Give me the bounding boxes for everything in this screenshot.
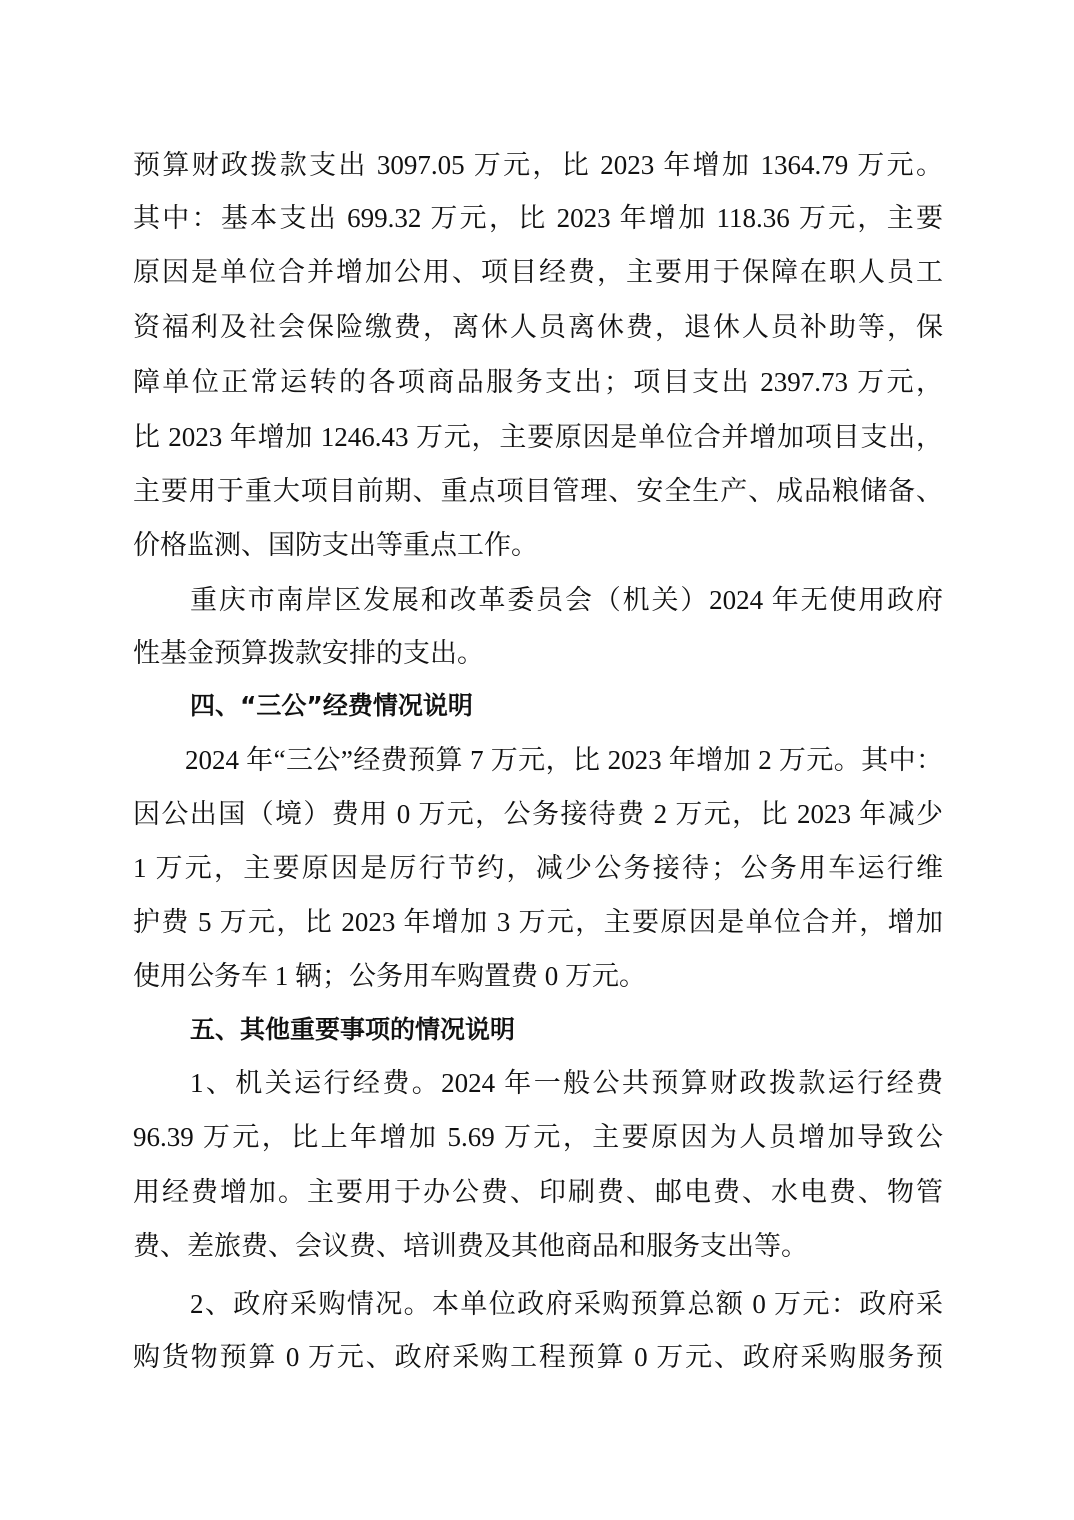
body-text-line: 障单位正常运转的各项商品服务支出；项目支出 2397.73 万元，: [133, 367, 943, 397]
body-text-line: 资福利及社会保险缴费，离休人员离休费，退休人员补助等，保: [133, 312, 943, 342]
body-text-line: 原因是单位合并增加公用、项目经费，主要用于保障在职人员工: [133, 257, 943, 287]
body-text-line: 购货物预算 0 万元、政府采购工程预算 0 万元、政府采购服务预: [133, 1342, 943, 1372]
body-text-line: 因公出国（境）费用 0 万元，公务接待费 2 万元，比 2023 年减少: [133, 799, 943, 829]
body-text-line: 比 2023 年增加 1246.43 万元，主要原因是单位合并增加项目支出，: [133, 422, 943, 452]
body-text-line: 费、差旅费、会议费、培训费及其他商品和服务支出等。: [133, 1231, 808, 1261]
body-text-line: 价格监测、国防支出等重点工作。: [133, 530, 538, 560]
body-text-line: 1 万元，主要原因是厉行节约，减少公务接待；公务用车运行维: [133, 853, 943, 883]
body-text-line: 使用公务车 1 辆；公务用车购置费 0 万元。: [133, 961, 646, 991]
body-text-line: 用经费增加。主要用于办公费、印刷费、邮电费、水电费、物管: [133, 1177, 943, 1207]
section-heading-three-public-expenses: 四、“三公”经费情况说明: [190, 691, 473, 720]
body-text-line: 96.39 万元，比上年增加 5.69 万元，主要原因为人员增加导致公: [133, 1122, 943, 1152]
body-text-line: 护费 5 万元，比 2023 年增加 3 万元，主要原因是单位合并，增加: [133, 907, 943, 937]
body-text-line: 主要用于重大项目前期、重点项目管理、安全生产、成品粮储备、: [133, 476, 943, 506]
body-text-line: 2024 年“三公”经费预算 7 万元，比 2023 年增加 2 万元。其中：: [185, 745, 943, 775]
body-text-line: 预算财政拨款支出 3097.05 万元，比 2023 年增加 1364.79 万元。: [133, 150, 943, 180]
body-text-line: 其中：基本支出 699.32 万元，比 2023 年增加 118.36 万元，主要: [133, 203, 943, 233]
body-text-line: 1、机关运行经费。2024 年一般公共预算财政拨款运行经费: [190, 1068, 943, 1098]
section-heading-other-matters: 五、其他重要事项的情况说明: [190, 1015, 516, 1044]
body-text-line: 重庆市南岸区发展和改革委员会（机关）2024 年无使用政府: [190, 585, 943, 615]
body-text-line: 2、政府采购情况。本单位政府采购预算总额 0 万元：政府采: [190, 1289, 943, 1319]
body-text-line: 性基金预算拨款安排的支出。: [133, 638, 484, 668]
